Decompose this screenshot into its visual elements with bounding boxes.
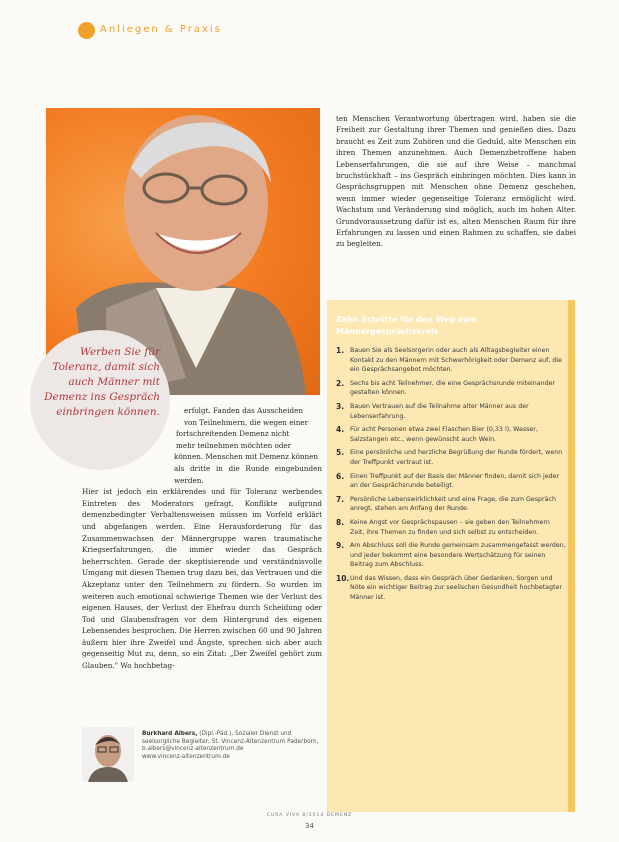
step-item: 8. Keine Angst vor Gesprächspausen – sie geben den Teilnehmern Zeit, ihre Themen zu finden und sich selbst zu entscheiden.	[336, 517, 550, 536]
section-marker-icon	[78, 22, 95, 39]
page-number: 34	[305, 822, 314, 830]
step-item: 5. Eine persönliche und herzliche Begrüßung der Runde fördert, wenn der Treffpunkt vertraut ist.	[336, 448, 563, 466]
step-item: 10. Und das Wissen, dass ein Gespräch über Gedanken, Sorgen und Nöte ein wichtiger Beitrag zur seelischen Gesundheit hochbetagter Männer ist.	[336, 573, 562, 602]
right-column-text: ten Menschen Verantwortung übertragen wird, haben sie die Freiheit zur Gestaltung ihrer Themen und genießen dies. Dazu braucht es Zeit zum Zuhören und die Geduld, alte Menschen ein ihren Themen anzunehmen. Auch Demenzbetroffene haben Lebenserfahrungen, die sie auf ihre Weise – manchmal bruchstückhaft – ins Gespräch einbringen möchten. Dies kann in Gesprächsgruppen mit Menschen ohne Demenz geschehen, wenn immer wieder gegenseitige Toleranz ermöglicht wird. Wachstum und Veränderung sind möglich, auch im hohen Alter. Grundvoraussetzung dafür ist es, alten Menschen Raum für ihre Erfahrungen zu lassen und einen Rahmen zu schaffen, sie dabei zu begleiten.	[336, 114, 576, 249]
pull-quote: Werben Sie für Toleranz, damit sich auch Männer mit Demenz ins Gespräch einbringen können.	[44, 346, 160, 418]
step-item: 4. Für acht Personen etwa zwei Flaschen Bier (0,33 l), Wasser, Salzstangen etc., wenn gewünscht auch Wein.	[336, 425, 538, 443]
left-line-4: mehr teilnehmen möchten oder	[176, 440, 292, 450]
left-line-2: von Teilnehmern, die wegen einer	[184, 417, 309, 427]
author-details: (Dipl.-Päd.), Sozialer Dienst und seelsorgliche Begleiter, St. Vincenz-Altenzentrum Paderborn, b.albers@vincenz-altenzentrum.de	[142, 731, 319, 753]
footer-text: CURA VIVA 8/2014 DEMENZ	[266, 813, 353, 818]
left-body: Hier ist jedoch ein erklärendes und für Toleranz werbendes Eintreten des Moderators gefragt. Konflikte aufgrund demenzbedingter Verhaltensweisen müssen im Vorfeld erklärt und abgefangen werden. Eine Herausforderung für das Zusammenwachsen der Männergruppe waren traumatische Kriegserfahrungen, die immer wieder das Gespräch beherrschten. Gerade der skeptisierende und verständnisvolle Umgang mit diesen Themen trug dazu bei, das Vertrauen und die Akzeptanz unter den Teilnehmern zu fördern. So wurden im weiteren auch emotional schwierige Themen wie der Verlust des eigenen Hauses, der Verlust der Ehefrau durch Scheidung oder Tod und Glaubensfragen vor dem Hintergrund des eigenen Lebensendes besprochen. Die Herren zwischen 60 und 90 Jahren äußern hier ihre Zweifel und Ängste, sprechen sich aber auch gegenseitig Mut zu, denn, so ein Zitat: „Der Zweifel gehört zum Glauben." Wo hochbetag-	[82, 487, 322, 671]
step-item: 7. Persönliche Lebenswirklichkeit und eine Frage, die zum Gespräch anregt, stehen am Anfang der Runde.	[336, 494, 556, 513]
step-item: 6. Einen Treffpunkt auf der Basis der Männer finden, damit sich jeder an der Gesprächsrunde beteiligt.	[336, 471, 560, 490]
author-photo	[82, 727, 134, 782]
steps-box-accent	[568, 300, 575, 812]
step-item: 9. Am Abschluss soll die Runde gemeinsam zusammengefasst werden, und jeder bekommt eine besondere Wertschätzung für seinen Beitrag zum Abschluss.	[336, 541, 566, 569]
author-website[interactable]: www.vincenz-altenzentrum.de	[142, 753, 230, 760]
section-label: Anliegen & Praxis	[100, 24, 222, 35]
steps-list	[336, 346, 566, 607]
steps-box-title: Zehn Schritte für den Weg zum Männergesprächskreis	[336, 315, 477, 336]
left-column-text	[82, 405, 322, 672]
left-line-3: fortschreitenden Demenz nicht	[176, 429, 290, 439]
left-line-1: erfolgt. Fanden das Ausscheiden	[184, 406, 303, 415]
left-line-6: als dritte in die Runde eingebunden werden.	[174, 463, 322, 485]
step-item: 3. Bauen Vertrauen auf die Teilnahme alter Männer aus der Lebenserfahrung.	[336, 401, 529, 420]
author-name: Burkhard Albers,	[142, 731, 198, 737]
left-line-5: können. Menschen mit Demenz können	[174, 452, 319, 462]
step-item: 1. Bauen Sie als Seelsorgerin oder auch als Alltagsbegleiter einen Kontakt zu den Männern mit Schwerhörigkeit oder Demenz auf, die ein Gesprächsangebot möchten.	[336, 346, 562, 374]
step-item: 2. Sechs bis acht Teilnehmer, die eine Gesprächsrunde miteinander gestalten können.	[336, 378, 556, 397]
